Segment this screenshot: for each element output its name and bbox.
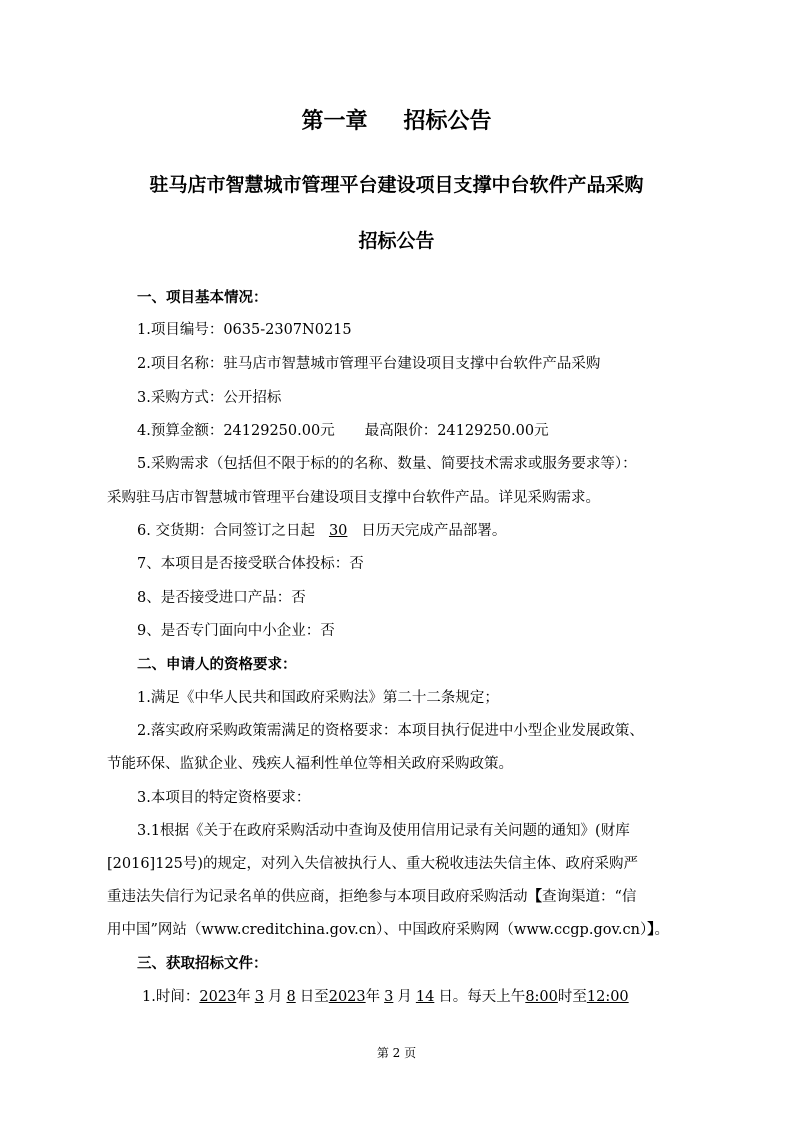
project-number: 1.项目编号：0635-2307N0215 bbox=[137, 322, 352, 338]
acquisition-time bbox=[142, 985, 629, 1006]
page-number: 第 2 页 bbox=[376, 1046, 417, 1060]
chapter-title bbox=[0, 104, 793, 135]
delivery-period bbox=[137, 519, 506, 540]
year-char-2: 年 bbox=[365, 989, 381, 1005]
requirement-2-line2: 节能环保、监狱企业、残疾人福利性单位等相关政府采购政策。 bbox=[107, 756, 513, 772]
sme-only: 9、是否专门面向中小企业：否 bbox=[137, 623, 335, 639]
imported-products: 8、是否接受进口产品：否 bbox=[137, 590, 306, 606]
end-day: 14 bbox=[415, 989, 435, 1005]
open-bracket: 【 bbox=[527, 888, 542, 905]
start-year: 2023 bbox=[199, 989, 237, 1005]
query-channel-sites: 用中国”网站（www.creditchina.gov.cn）、中国政府采购网（www.ccgp.gov.cn） bbox=[107, 922, 648, 938]
start-hour: 8:00 bbox=[525, 989, 558, 1005]
procurement-demand-detail: 采购驻马店市智慧城市管理平台建设项目支撑中台软件产品。详见采购需求。 bbox=[107, 490, 600, 506]
max-price: 最高限价：24129250.00元 bbox=[364, 423, 549, 439]
start-day: 8 bbox=[286, 989, 296, 1005]
requirement-3-1-line4 bbox=[107, 918, 669, 939]
start-month: 3 bbox=[254, 989, 264, 1005]
notice-title-line2: 招标公告 bbox=[358, 230, 435, 252]
delivery-suffix: 日历天完成产品部署。 bbox=[361, 523, 507, 539]
delivery-prefix: 6. 交货期：合同签订之日起 bbox=[137, 523, 315, 539]
section2-heading: 二、申请人的资格要求： bbox=[137, 657, 297, 673]
requirement-2-line1: 2.落实政府采购政策需满足的资格要求：本项目执行促进中小型企业发展政策、 bbox=[137, 723, 644, 739]
budget-amount: 4.预算金额：24129250.00元 bbox=[137, 423, 335, 439]
requirement-3: 3.本项目的特定资格要求： bbox=[137, 790, 311, 806]
requirement-1: 1.满足《中华人民共和国政府采购法》第二十二条规定； bbox=[137, 690, 499, 706]
year-char: 年 bbox=[236, 989, 251, 1005]
project-name: 2.项目名称：驻马店市智慧城市管理平台建设项目支撑中台软件产品采购 bbox=[137, 356, 601, 372]
close-bracket: 】 bbox=[647, 921, 655, 938]
section1-heading: 一、项目基本情况： bbox=[137, 290, 268, 306]
consortium-bid: 7、本项目是否接受联合体投标：否 bbox=[137, 556, 364, 572]
time-label: 1.时间： bbox=[142, 989, 200, 1005]
end-month: 3 bbox=[384, 989, 394, 1005]
requirement-3-1-text: 重违法失信行为记录名单的供应商，拒绝参与本项目政府采购活动 bbox=[107, 889, 528, 905]
delivery-days: 30 bbox=[328, 523, 348, 539]
month-char: 月 bbox=[267, 989, 283, 1005]
procurement-method: 3.采购方式：公开招标 bbox=[137, 390, 282, 406]
chapter-name: 招标公告 bbox=[403, 109, 492, 134]
end-hour: 12:00 bbox=[586, 989, 629, 1005]
budget-line bbox=[137, 419, 549, 440]
requirement-3-1-line3 bbox=[107, 885, 636, 906]
period: 。 bbox=[654, 922, 669, 938]
requirement-3-1-line2: [2016]125号)的规定，对列入失信被执行人、重大税收违法失信主体、政府采购严 bbox=[107, 856, 639, 872]
procurement-demand: 5.采购需求（包括但不限于标的的名称、数量、简要技术需求或服务要求等）： bbox=[137, 456, 637, 472]
notice-title-line1: 驻马店市智慧城市管理平台建设项目支撑中台软件产品采购 bbox=[149, 174, 644, 196]
day-to-char: 日至 bbox=[299, 989, 329, 1005]
query-channel-label: 查询渠道：“信 bbox=[542, 889, 637, 905]
month-char-2: 月 bbox=[397, 989, 412, 1005]
requirement-3-1-line1: 3.1根据《关于在政府采购活动中查询及使用信用记录有关问题的通知》(财库 bbox=[137, 823, 630, 839]
end-year: 2023 bbox=[328, 989, 366, 1005]
hour-to-char: 时至 bbox=[557, 989, 587, 1005]
daily-morning-label: 日。每天上午 bbox=[438, 989, 526, 1005]
section3-heading: 三、获取招标文件： bbox=[137, 956, 268, 972]
chapter-number: 第一章 bbox=[301, 109, 368, 134]
